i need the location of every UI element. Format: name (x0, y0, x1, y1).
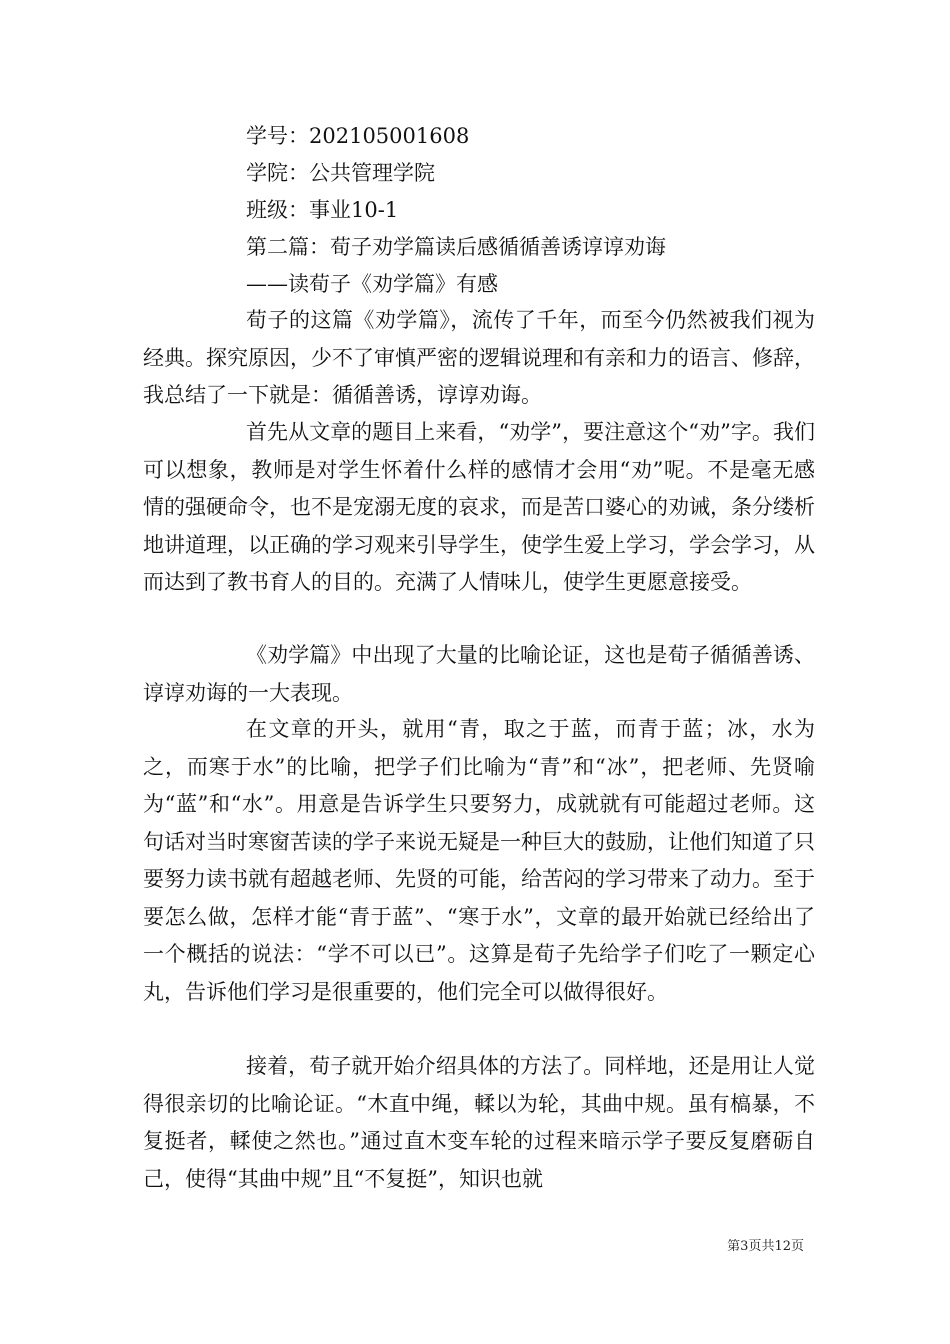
college-line: 学院：公共管理学院 (246, 161, 435, 185)
article-title: 第二篇：荀子劝学篇读后感循循善诱谆谆劝诲 (246, 235, 666, 259)
class-line: 班级：事业10-1 (246, 198, 399, 222)
page-number-footer: 第3页共12页 (727, 1239, 804, 1254)
paragraph-3: 《劝学篇》中出现了大量的比喻论证，这也是荀子循循善诱、谆谆劝诲的一大表现。 (143, 643, 815, 705)
article-subtitle: ——读荀子《劝学篇》有感 (246, 272, 498, 296)
article-body-5 (143, 1048, 815, 1198)
article-body-2 (143, 414, 815, 602)
paragraph-4: 在文章的开头，就用“青，取之于蓝，而青于蓝；冰，水为之，而寒于水”的比喻，把学子们比喻为“青”和“冰”，把老师、先贤喻为“蓝”和“水”。用意是告诉学生只要努力，成就就有可能超过老师。这句话对当时寒窗苦读的学子来说无疑是一种巨大的鼓励，让他们知道了只要努力读书就有超越老师、先贤的可能，给苦闷的学习带来了动力。至于要怎么做，怎样才能“青于蓝”、“寒于水”，文章的最开始就已经给出了一个概括的说法：“学不可以已”。这算是荀子先给学子们吃了一颗定心丸，告诉他们学习是很重要的，他们完全可以做得很好。 (143, 717, 815, 1004)
article-body-4 (143, 711, 815, 1011)
article-body-3 (143, 637, 815, 712)
article-body (143, 302, 815, 415)
paragraph-2: 首先从文章的题目上来看，“劝学”，要注意这个“劝”字。我们可以想象，教师是对学生怀着什么样的感情才会用“劝”呢。不是毫无感情的强硬命令，也不是宠溺无度的哀求，而是苦口婆心的劝诫，条分缕析地讲道理，以正确的学习观来引导学生，使学生爱上学习，学会学习，从而达到了教书育人的目的。充满了人情味儿，使学生更愿意接受。 (143, 420, 815, 594)
student-id-line: 学号：202105001608 (246, 124, 470, 148)
paragraph-1: 荀子的这篇《劝学篇》，流传了千年，而至今仍然被我们视为经典。探究原因，少不了审慎严密的逻辑说理和有亲和力的语言、修辞，我总结了一下就是：循循善诱，谆谆劝诲。 (143, 308, 815, 407)
paragraph-5: 接着，荀子就开始介绍具体的方法了。同样地，还是用让人觉得很亲切的比喻论证。“木直中绳，輮以为轮，其曲中规。虽有槁暴，不复挺者，輮使之然也。”通过直木变车轮的过程来暗示学子要反复磨砺自己，使得“其曲中规”且“不复挺”，知识也就 (143, 1054, 815, 1191)
